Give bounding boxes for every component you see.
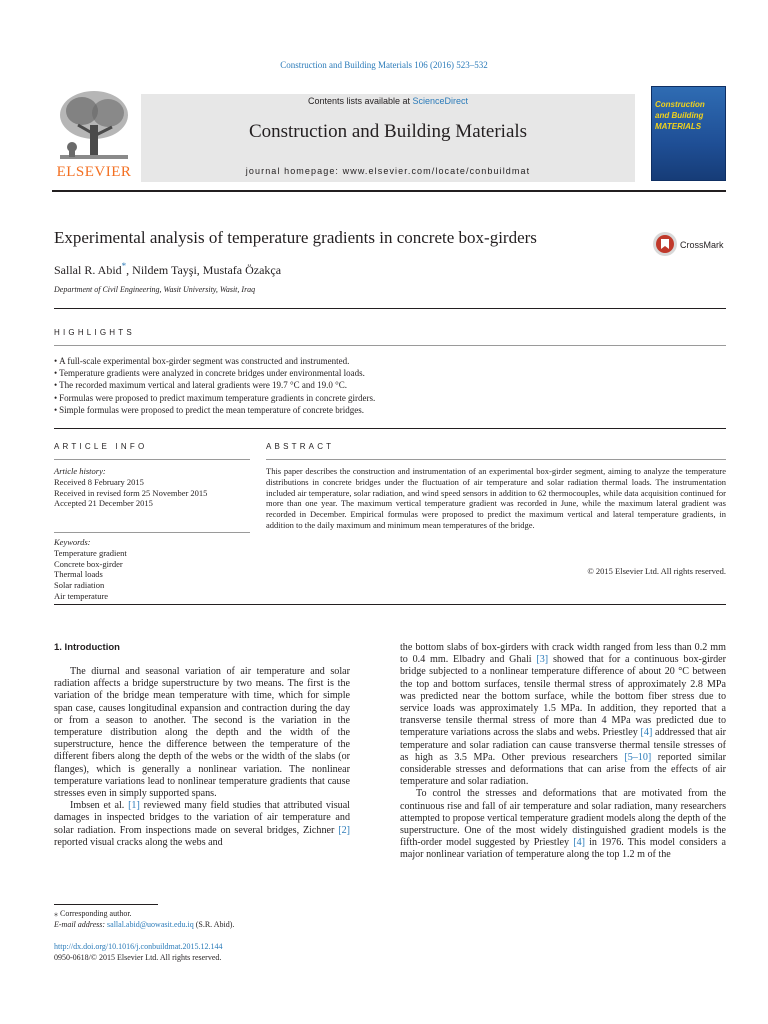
- divider: [54, 459, 250, 460]
- highlights-heading: HIGHLIGHTS: [54, 328, 135, 337]
- divider: [54, 604, 726, 605]
- article-info-heading: ARTICLE INFO: [54, 442, 148, 451]
- text-run: reported similar considerable stresses and deformations that can arise from the effects of air temperature and solar radiation.: [400, 751, 726, 788]
- history-label: Article history:: [54, 466, 106, 476]
- contents-line: [141, 96, 635, 106]
- body-paragraph: The diurnal and seasonal variation of air temperature and solar radiation affects a bridge superstructure by two means. The first is the variation of the bridge mean temperature with time, which for simple span case, causes longitudinal expansion and contraction during the day or from a season to another. The second is the variation in the temperature distribution along the depth and the width of the superstructure, hence the difference between the temperature of the different fibers along the depth of the webs or the width of the slabs (or flanges), which is generally a nonlinear variation. The nonlinear temperature variations lead to nonlinear temperature gradients that cause stresses even in simply supported spans.: [54, 666, 350, 800]
- revised-date: Received in revised form 25 November 2015: [54, 487, 208, 498]
- footnote-mark: ⁎: [54, 909, 58, 918]
- body-paragraph: [400, 788, 726, 861]
- reference-link[interactable]: [1]: [128, 800, 140, 812]
- cover-title-line2: and Building: [655, 111, 704, 120]
- accepted-date: Accepted 21 December 2015: [54, 498, 153, 509]
- divider: [266, 459, 726, 460]
- email-line: [54, 919, 354, 930]
- cover-title-line3: MATERIALS: [655, 122, 702, 131]
- text-run: in 1976. This model considers a major nonlinear variation of temperature along the top 1.2 m of the: [400, 837, 726, 861]
- article-title: Experimental analysis of temperature gradients in concrete box-girders: [54, 228, 537, 247]
- section-heading-introduction: 1. Introduction: [54, 642, 120, 653]
- divider: [54, 345, 726, 346]
- abstract-heading: ABSTRACT: [266, 442, 335, 451]
- text-run: Imbsen et al.: [70, 800, 129, 812]
- reference-link[interactable]: [5–10]: [624, 751, 652, 763]
- highlight-item: • A full-scale experimental box-girder segment was constructed and instrumented.: [54, 355, 726, 367]
- body-paragraph: [54, 800, 350, 849]
- footnote: [54, 908, 354, 930]
- elsevier-wordmark: ELSEVIER: [56, 164, 132, 180]
- cover-title-line1: Construction: [655, 100, 705, 109]
- body-paragraph: [400, 642, 726, 788]
- divider: [54, 428, 726, 429]
- footnote-text: Corresponding author.: [58, 909, 132, 918]
- email-label: E-mail address:: [54, 920, 108, 929]
- journal-reference-link[interactable]: Construction and Building Materials 106 (2016) 523–532: [280, 60, 488, 70]
- header-rule: [52, 190, 726, 192]
- email-suffix: (S.R. Abid).: [193, 920, 235, 929]
- doi-link[interactable]: http://dx.doi.org/10.1016/j.conbuildmat.2015.12.144: [54, 942, 223, 951]
- issn-copyright: 0950-0618/© 2015 Elsevier Ltd. All rights reserved.: [54, 953, 222, 962]
- text-run: showed that for a continuous box-girder bridge subjected to a nonlinear temperature difference of about 20 °C between the top and bottom surfaces, tensile thermal stress of approximately 2.8 MPa was predicted near the bottom surface, while the bottom fiber stress due to service loads was approximately 1.5 MPa. In addition, they reported that a transverse tensile thermal stress of more than 4 MPa was predicted due to temperature variations across the slabs and webs. Priestley: [400, 654, 726, 739]
- crossmark-label: CrossMark: [680, 240, 724, 250]
- abstract-text: This paper describes the construction and instrumentation of an experimental box-girder segment, aiming to analyze the temperature distributions in concrete bridges under the fluctuation of air temperature and solar radiation thermal loads. The instrumentation included air temperature, solar radiation, and wind speed sensors in addition to 62 thermocouples, while data acquisition continued for more than one year. The maximum vertical temperature gradient was recorded in June, while the maximum lateral gradient was recorded in December. Empirical formulas were proposed to predict the maximum vertical and lateral temperature gradients, in addition to the daily maximum and minimum mean temperatures of the bridge.: [266, 466, 726, 530]
- body-column-right: [400, 642, 726, 862]
- text-run: reviewed many field studies that attributed visual damages in inspected bridges to the variation of air temperature and solar radiation. From inspections made on several bridges, Zichner: [54, 800, 350, 836]
- footnote-rule: [54, 904, 158, 905]
- reference-link[interactable]: [2]: [338, 824, 350, 836]
- reference-link[interactable]: [4]: [640, 727, 653, 739]
- keywords: [54, 537, 250, 602]
- corresponding-author-note: [54, 908, 354, 919]
- keyword: Solar radiation: [54, 580, 105, 591]
- keyword: Concrete box-girder: [54, 558, 123, 569]
- article-history: [54, 466, 250, 509]
- journal-cover-title: [655, 99, 725, 132]
- highlight-item: • The recorded maximum vertical and lateral gradients were 19.7 °C and 19.0 °C.: [54, 379, 726, 391]
- contents-prefix: Contents lists available at: [307, 96, 413, 106]
- received-date: Received 8 February 2015: [54, 476, 144, 487]
- email-link[interactable]: sallal.abid@uowasit.edu.iq: [107, 920, 194, 929]
- author-affiliation: Department of Civil Engineering, Wasit University, Wasit, Iraq: [54, 285, 256, 294]
- divider: [54, 532, 250, 533]
- journal-homepage-link[interactable]: journal homepage: www.elsevier.com/locate/conbuildmat: [245, 166, 531, 176]
- sciencedirect-link[interactable]: ScienceDirect: [412, 96, 469, 106]
- author-names-rest: , Nildem Tayşi, Mustafa Özakça: [126, 263, 282, 277]
- keyword: Thermal loads: [54, 569, 103, 580]
- keywords-label: Keywords:: [54, 537, 91, 547]
- corresponding-author-mark[interactable]: *: [121, 261, 127, 271]
- author-name-abid: Sallal R. Abid: [54, 263, 122, 277]
- body-column-left: [54, 666, 350, 849]
- divider: [54, 308, 726, 309]
- abstract-copyright: © 2015 Elsevier Ltd. All rights reserved.: [587, 566, 726, 576]
- journal-title: Construction and Building Materials: [248, 121, 528, 142]
- text-run: reported visual cracks along the webs and: [54, 836, 223, 848]
- text-run: To control the stresses and deformations that are motivated from the continuous rise and fall of air temperature and solar radiation, many researchers attempted to propose vertical temperature gradient models along the depth of the superstructure. One of the most widely distinguished gradient models is the fifth-order model suggested by Priestley: [400, 788, 726, 849]
- text-run: addressed that air temperature and solar radiation can cause transverse thermal tensile stresses of as high as 3.5 MPa. Other previous researchers: [400, 727, 726, 763]
- reference-link[interactable]: [4]: [573, 837, 585, 849]
- highlights-list: [54, 355, 726, 416]
- highlight-item: • Temperature gradients were analyzed in concrete bridges under environmental loads.: [54, 367, 726, 379]
- keyword: Air temperature: [54, 590, 109, 601]
- author-list: [54, 261, 281, 278]
- reference-link[interactable]: [3]: [536, 654, 549, 666]
- highlight-item: • Simple formulas were proposed to predict the mean temperature of concrete bridges.: [54, 404, 726, 416]
- highlight-item: • Formulas were proposed to predict maximum temperature gradients in concrete girders.: [54, 392, 726, 404]
- text-run: the bottom slabs of box-girders with crack width ranged from less than 0.2 mm to 0.4 mm. Elbadry and Ghali: [400, 642, 726, 666]
- keyword: Temperature gradient: [54, 547, 127, 558]
